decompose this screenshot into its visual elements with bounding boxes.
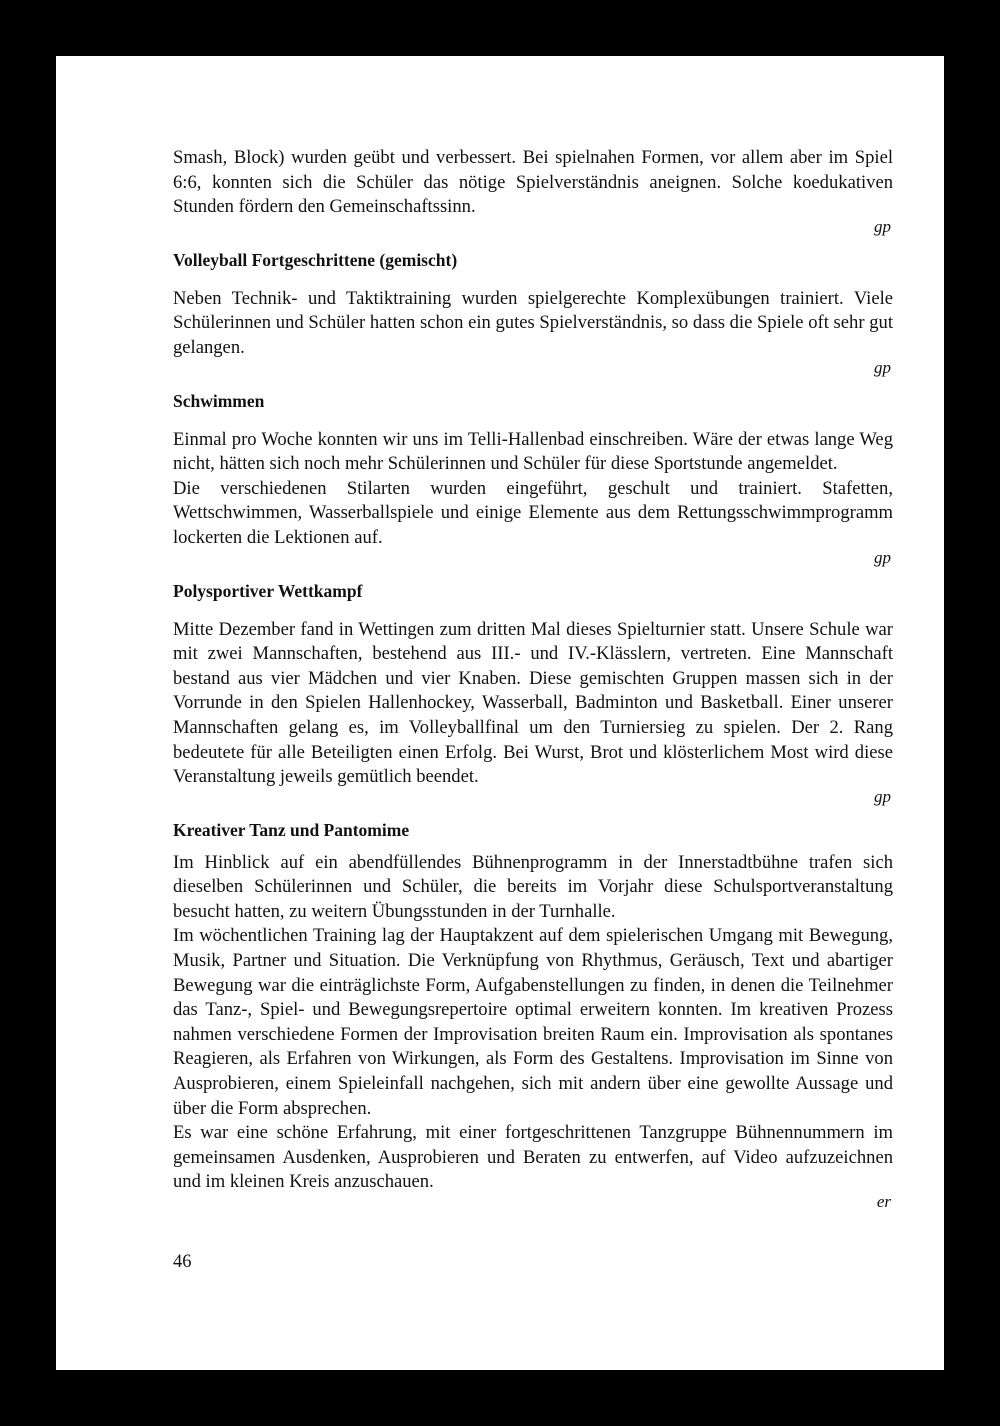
author-signature: gp	[874, 547, 891, 567]
section-swimming	[173, 390, 893, 568]
section-heading: Polysportiver Wettkampf	[173, 580, 363, 601]
author-signature: er	[876, 1192, 891, 1211]
section-heading: Kreativer Tanz und Pantomime	[173, 819, 410, 840]
paragraph: Im Hinblick auf ein abendfüllendes Bühnenprogramm in der Innerstadtbühne trafen sich dieselben Schülerinnen und Schüler, die bereits im Vorjahr diese Schulsportveranstaltung besucht hatten, zu weitern Übungsstunden in der Turnhalle.	[173, 851, 893, 922]
author-signature: gp	[874, 786, 891, 806]
paragraph: Die verschiedenen Stilarten wurden eingeführt, geschult und trainiert. Stafetten, Wettschwimmen, Wasserballspiele und einige Elemente aus dem Rettungsschwimmprogramm lockerten die Lektionen auf.	[173, 477, 893, 548]
section-volleyball-advanced	[173, 249, 893, 378]
paragraph: Einmal pro Woche konnten wir uns im Telli-Hallenbad einschreiben. Wäre der etwas lange Weg nicht, hätten sich noch mehr Schülerinnen und Schüler für diese Sportstunde angemeldet.	[173, 428, 893, 475]
section-heading: Schwimmen	[173, 390, 265, 411]
section-polysport-competition	[173, 580, 893, 807]
page-number: 46	[173, 1252, 192, 1272]
paragraph: Mitte Dezember fand in Wettingen zum dritten Mal dieses Spielturnier statt. Unsere Schule war mit zwei Mannschaften, bestehend aus III.- und IV.-Klässlern, vertreten. Eine Mannschaft bestand aus vier Mädchen und vier Knaben. Diese gemischten Gruppen massen sich in der Vorrunde in den Spielen Hallenhockey, Wasserball, Badminton und Basketball. Einer unserer Mannschaften gelang es, im Volleyballfinal um den Turniersieg zu spielen. Der 2. Rang bedeutete für alle Beteiligten einen Erfolg. Bei Wurst, Brot und klösterlichem Most wird diese Veranstaltung jeweils gemütlich beendet.	[173, 618, 893, 788]
section-volleyball-intro	[173, 146, 893, 237]
author-signature: gp	[874, 216, 891, 236]
paragraph: Im wöchentlichen Training lag der Hauptakzent auf dem spielerischen Umgang mit Bewegung, Musik, Partner und Situation. Die Verknüpfung von Rhythmus, Geräusch, Text und abartiger Bewegung war die einträglichste Form, Aufgabenstellungen zu finden, in denen die Teilnehmer das Tanz-, Spiel- und Bewegungsrepertoire optimal erweitern konnten. Im kreativen Prozess nahmen verschiedene Formen der Improvisation breiten Raum ein. Improvisation als spontanes Reagieren, als Erfahren von Wirkungen, als Form des Gestaltens. Improvisation im Sinne von Ausprobieren, einem Spieleinfall nachgehen, sich mit andern über eine gewollte Aussage und über die Form absprechen.	[173, 925, 893, 1119]
page-content	[173, 146, 893, 1212]
paragraph: Smash, Block) wurden geübt und verbessert. Bei spielnahen Formen, vor allem aber im Spiel 6:6, konnten sich die Schüler das nötige Spielverständnis aneignen. Solche koedukativen Stunden fördern den Gemeinschaftssinn.	[173, 147, 893, 218]
section-creative-dance	[173, 819, 893, 1212]
document-page	[56, 56, 944, 1370]
paragraph: Neben Technik- und Taktiktraining wurden spielgerechte Komplexübungen trainiert. Viele Schülerinnen und Schüler hatten schon ein gutes Spielverständnis, so dass die Spiele oft sehr gut gelangen.	[173, 287, 893, 358]
paragraph: Es war eine schöne Erfahrung, mit einer fortgeschrittenen Tanzgruppe Bühnennummern im gemeinsamen Ausdenken, Ausprobieren und Beraten zu entwerfen, auf Video aufzuzeichnen und im kleinen Kreis anzuschauen.	[173, 1122, 893, 1193]
author-signature: gp	[874, 357, 891, 377]
section-heading: Volleyball Fortgeschrittene (gemischt)	[173, 249, 458, 270]
